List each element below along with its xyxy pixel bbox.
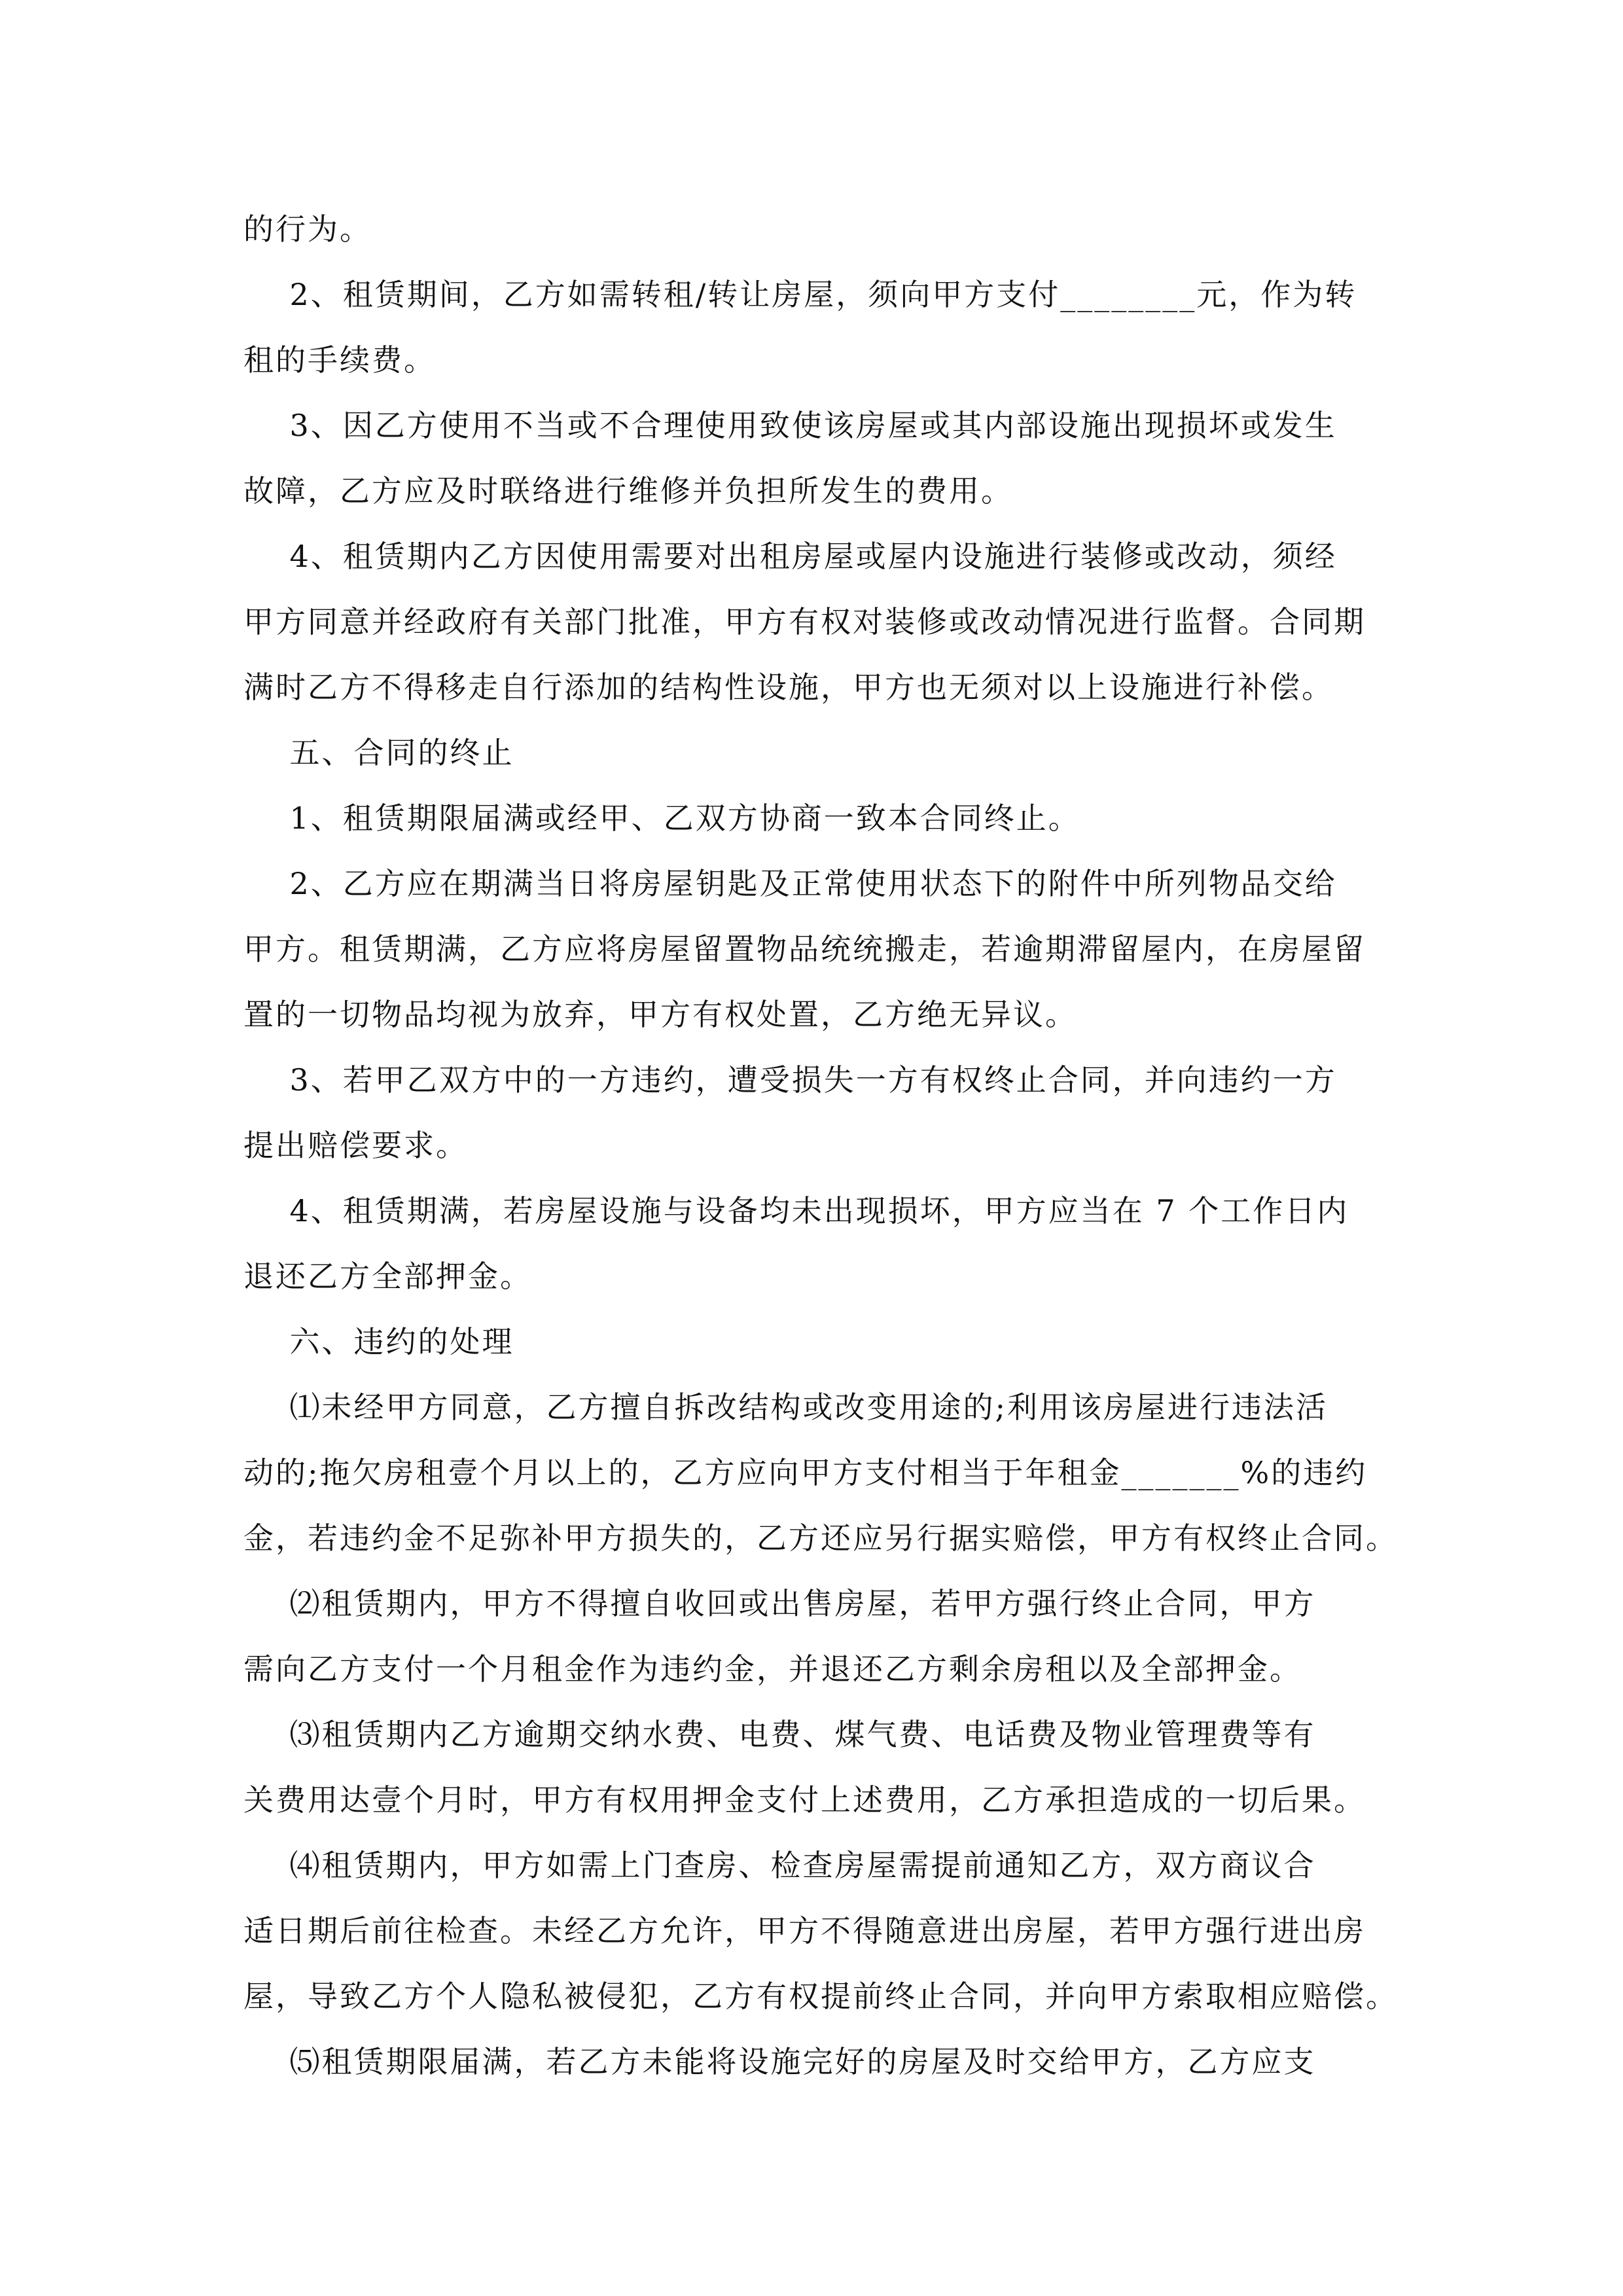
text-line: 3、若甲乙双方中的一方违约，遭受损失一方有权终止合同，并向违约一方 [243, 1062, 1337, 1098]
document-body [243, 196, 1398, 2094]
text-line: 动的;拖欠房租壹个月以上的，乙方应向甲方支付相当于年租金_______%的违约 [243, 1455, 1368, 1490]
text-line: 甲方。租赁期满，乙方应将房屋留置物品统统搬走，若逾期滞留屋内，在房屋留 [243, 931, 1366, 967]
text-line: 租的手续费。 [243, 342, 436, 378]
text-line: 提出赔偿要求。 [243, 1128, 468, 1163]
text-line: 关费用达壹个月时，甲方有权用押金支付上述费用，乙方承担造成的一切后果。 [243, 1782, 1366, 1818]
text-line: 4、租赁期满，若房屋设施与设备均未出现损坏，甲方应当在 7 个工作日内 [243, 1193, 1349, 1229]
text-line: 需向乙方支付一个月租金作为违约金，并退还乙方剩余房租以及全部押金。 [243, 1651, 1302, 1687]
section-heading: 六、违约的处理 [243, 1324, 514, 1359]
text-line: 退还乙方全部押金。 [243, 1259, 532, 1294]
text-line: 置的一切物品均视为放弃，甲方有权处置，乙方绝无异议。 [243, 997, 1077, 1032]
text-line: 故障，乙方应及时联络进行维修并负担所发生的费用。 [243, 473, 1013, 509]
text-line: ⑸租赁期限届满，若乙方未能将设施完好的房屋及时交给甲方，乙方应支 [243, 2044, 1316, 2079]
text-line: ⑶租赁期内乙方逾期交纳水费、电费、煤气费、电话费及物业管理费等有 [243, 1717, 1316, 1752]
text-line: ⑵租赁期内，甲方不得擅自收回或出售房屋，若甲方强行终止合同，甲方 [243, 1586, 1316, 1621]
text-line: ⑴未经甲方同意，乙方擅自拆改结构或改变用途的;利用该房屋进行违法活 [243, 1390, 1328, 1425]
text-line: 适日期后前往检查。未经乙方允许，甲方不得随意进出房屋，若甲方强行进出房 [243, 1913, 1366, 1948]
text-line: 屋，导致乙方个人隐私被侵犯，乙方有权提前终止合同，并向甲方索取相应赔偿。 [243, 1979, 1398, 2014]
section-heading: 五、合同的终止 [243, 735, 514, 770]
text-line: ⑷租赁期内，甲方如需上门查房、检查房屋需提前通知乙方，双方商议合 [243, 1848, 1316, 1883]
text-line: 1、租赁期限届满或经甲、乙双方协商一致本合同终止。 [243, 800, 1080, 836]
text-line: 4、租赁期内乙方因使用需要对出租房屋或屋内设施进行装修或改动，须经 [243, 539, 1337, 574]
text-line: 3、因乙方使用不当或不合理使用致使该房屋或其内部设施出现损坏或发生 [243, 408, 1337, 443]
text-line: 金，若违约金不足弥补甲方损失的，乙方还应另行据实赔偿，甲方有权终止合同。 [243, 1520, 1398, 1556]
text-line: 的行为。 [243, 211, 372, 247]
text-line: 2、租赁期间，乙方如需转租/转让房屋，须向甲方支付________元，作为转 [243, 277, 1357, 312]
text-line: 2、乙方应在期满当日将房屋钥匙及正常使用状态下的附件中所列物品交给 [243, 866, 1337, 901]
text-line: 满时乙方不得移走自行添加的结构性设施，甲方也无须对以上设施进行补偿。 [243, 670, 1334, 705]
text-line: 甲方同意并经政府有关部门批准，甲方有权对装修或改动情况进行监督。合同期 [243, 604, 1366, 639]
